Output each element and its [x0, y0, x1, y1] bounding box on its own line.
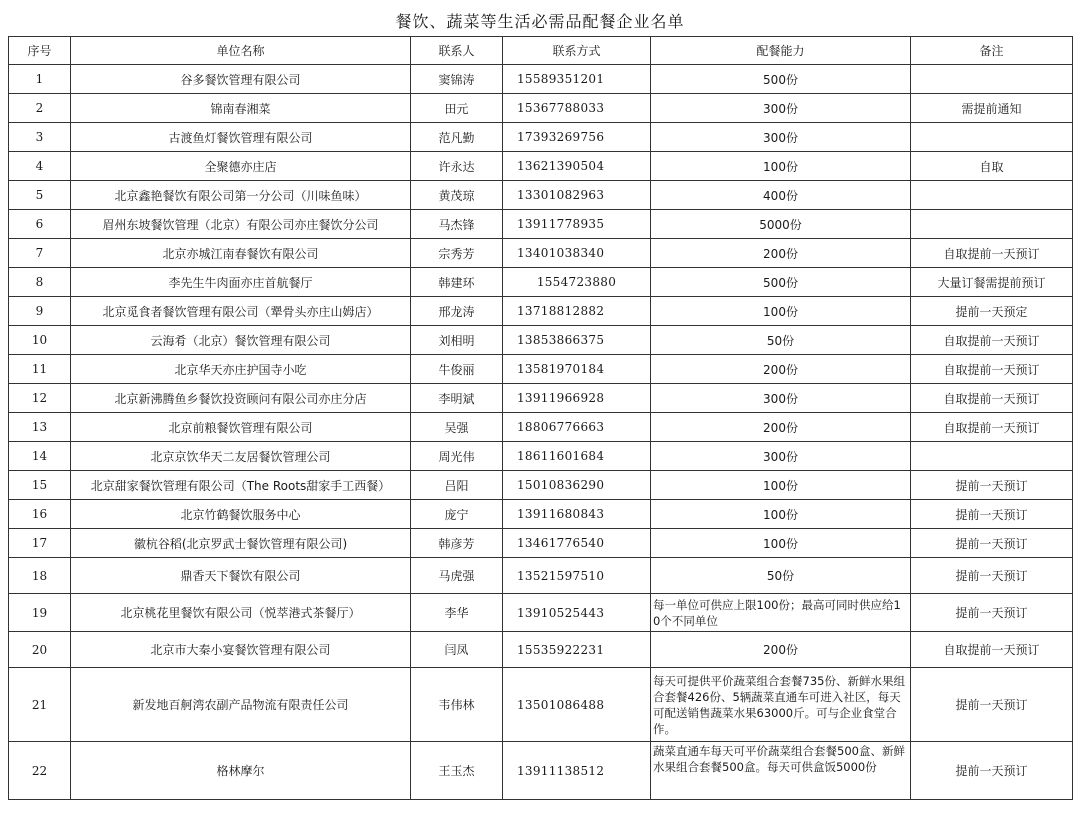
row-company-name: 北京桃花里餐饮有限公司（悦萃港式茶餐厅）	[71, 594, 411, 632]
table-row	[9, 558, 1073, 594]
row-phone: 13401038340	[503, 239, 651, 268]
row-company-name: 北京竹鹤餐饮服务中心	[71, 500, 411, 529]
row-seq: 17	[9, 529, 71, 558]
row-capacity: 300份	[651, 123, 911, 152]
row-capacity: 300份	[651, 384, 911, 413]
row-phone: 13521597510	[503, 558, 651, 594]
row-company-name: 北京华天亦庄护国寺小吃	[71, 355, 411, 384]
row-seq: 22	[9, 742, 71, 800]
header-capacity: 配餐能力	[651, 37, 911, 65]
row-seq: 14	[9, 442, 71, 471]
table-row	[9, 668, 1073, 742]
row-phone: 1554723880	[503, 268, 651, 297]
row-company-name: 北京觅食者餐饮管理有限公司（犟骨头亦庄山姆店）	[71, 297, 411, 326]
table-row	[9, 326, 1073, 355]
row-company-name: 北京京饮华天二友居餐饮管理公司	[71, 442, 411, 471]
row-company-name: 锦南春湘菜	[71, 94, 411, 123]
row-company-name: 北京亦城江南春餐饮有限公司	[71, 239, 411, 268]
row-note: 自取提前一天预订	[911, 632, 1073, 668]
table-row	[9, 181, 1073, 210]
row-contact-person: 宗秀芳	[411, 239, 503, 268]
row-note	[911, 65, 1073, 94]
table-row	[9, 239, 1073, 268]
row-note: 大量订餐需提前预订	[911, 268, 1073, 297]
page-title: 餐饮、蔬菜等生活必需品配餐企业名单	[395, 12, 685, 31]
row-phone: 13301082963	[503, 181, 651, 210]
row-seq: 15	[9, 471, 71, 500]
table-row	[9, 152, 1073, 181]
row-contact-person: 窦锦涛	[411, 65, 503, 94]
row-capacity: 100份	[651, 152, 911, 181]
row-phone: 17393269756	[503, 123, 651, 152]
row-seq: 20	[9, 632, 71, 668]
row-seq: 19	[9, 594, 71, 632]
row-phone: 13501086488	[503, 668, 651, 742]
header-contact: 联系人	[411, 37, 503, 65]
row-contact-person: 田元	[411, 94, 503, 123]
row-capacity: 400份	[651, 181, 911, 210]
table-row	[9, 594, 1073, 632]
row-seq: 3	[9, 123, 71, 152]
table-row	[9, 384, 1073, 413]
table-body	[9, 65, 1073, 800]
row-phone: 13853866375	[503, 326, 651, 355]
row-note: 提前一天预订	[911, 529, 1073, 558]
row-seq: 10	[9, 326, 71, 355]
row-contact-person: 周光伟	[411, 442, 503, 471]
row-contact-person: 吴强	[411, 413, 503, 442]
row-seq: 2	[9, 94, 71, 123]
row-contact-person: 马虎强	[411, 558, 503, 594]
row-contact-person: 李华	[411, 594, 503, 632]
row-company-name: 李先生牛肉面亦庄首航餐厅	[71, 268, 411, 297]
row-note	[911, 181, 1073, 210]
row-phone: 13581970184	[503, 355, 651, 384]
row-capacity: 200份	[651, 632, 911, 668]
row-capacity: 100份	[651, 529, 911, 558]
row-phone: 15367788033	[503, 94, 651, 123]
row-contact-person: 李明斌	[411, 384, 503, 413]
row-capacity: 每一单位可供应上限100份；最高可同时供应给10个不同单位	[651, 594, 911, 632]
row-company-name: 北京鑫艳餐饮有限公司第一分公司（川味鱼味）	[71, 181, 411, 210]
company-table	[8, 36, 1073, 800]
row-contact-person: 马杰锋	[411, 210, 503, 239]
row-note: 自取提前一天预订	[911, 355, 1073, 384]
row-contact-person: 王玉杰	[411, 742, 503, 800]
row-contact-person: 闫凤	[411, 632, 503, 668]
row-phone: 18611601684	[503, 442, 651, 471]
row-seq: 21	[9, 668, 71, 742]
row-company-name: 眉州东坡餐饮管理（北京）有限公司亦庄餐饮分公司	[71, 210, 411, 239]
row-seq: 6	[9, 210, 71, 239]
row-phone: 13911138512	[503, 742, 651, 800]
row-note: 提前一天预订	[911, 594, 1073, 632]
row-contact-person: 吕阳	[411, 471, 503, 500]
table-row	[9, 268, 1073, 297]
table-row	[9, 210, 1073, 239]
row-phone: 15010836290	[503, 471, 651, 500]
row-note: 自取提前一天预订	[911, 384, 1073, 413]
row-note: 自取提前一天预订	[911, 326, 1073, 355]
row-seq: 1	[9, 65, 71, 94]
row-phone: 15535922231	[503, 632, 651, 668]
table-header-row	[9, 37, 1073, 65]
row-note: 需提前通知	[911, 94, 1073, 123]
row-phone: 18806776663	[503, 413, 651, 442]
row-capacity: 300份	[651, 442, 911, 471]
row-phone: 13911778935	[503, 210, 651, 239]
row-seq: 16	[9, 500, 71, 529]
row-capacity: 100份	[651, 471, 911, 500]
row-phone: 13910525443	[503, 594, 651, 632]
row-capacity: 200份	[651, 355, 911, 384]
row-capacity: 50份	[651, 558, 911, 594]
table-row	[9, 500, 1073, 529]
row-phone: 13718812882	[503, 297, 651, 326]
row-company-name: 格林摩尔	[71, 742, 411, 800]
row-seq: 9	[9, 297, 71, 326]
row-note: 自取提前一天预订	[911, 239, 1073, 268]
table-row	[9, 94, 1073, 123]
row-note: 提前一天预定	[911, 297, 1073, 326]
row-company-name: 云海肴（北京）餐饮管理有限公司	[71, 326, 411, 355]
row-capacity: 100份	[651, 500, 911, 529]
row-company-name: 古渡鱼灯餐饮管理有限公司	[71, 123, 411, 152]
row-capacity: 200份	[651, 413, 911, 442]
table-row	[9, 471, 1073, 500]
header-name: 单位名称	[71, 37, 411, 65]
row-note	[911, 442, 1073, 471]
row-company-name: 北京前粮餐饮管理有限公司	[71, 413, 411, 442]
row-phone: 15589351201	[503, 65, 651, 94]
row-company-name: 新发地百舸湾农副产品物流有限责任公司	[71, 668, 411, 742]
table-row	[9, 742, 1073, 800]
row-seq: 5	[9, 181, 71, 210]
row-contact-person: 邢龙涛	[411, 297, 503, 326]
row-company-name: 鼎香天下餐饮有限公司	[71, 558, 411, 594]
row-company-name: 北京市大秦小宴餐饮管理有限公司	[71, 632, 411, 668]
row-company-name: 北京新沸腾鱼乡餐饮投资顾问有限公司亦庄分店	[71, 384, 411, 413]
row-note: 提前一天预订	[911, 742, 1073, 800]
row-note: 自取提前一天预订	[911, 413, 1073, 442]
row-capacity-text: 蔬菜直通车每天可平价蔬菜组合套餐500盒、新鲜水果组合套餐500盒。每天可供盒饭5000份	[653, 744, 905, 774]
row-company-name: 全聚德亦庄店	[71, 152, 411, 181]
table-row	[9, 442, 1073, 471]
row-capacity: 5000份	[651, 210, 911, 239]
row-phone: 13621390504	[503, 152, 651, 181]
row-note: 提前一天预订	[911, 558, 1073, 594]
row-note: 自取	[911, 152, 1073, 181]
header-note: 备注	[911, 37, 1073, 65]
row-seq: 8	[9, 268, 71, 297]
row-capacity: 50份	[651, 326, 911, 355]
row-capacity: 500份	[651, 268, 911, 297]
row-capacity: 300份	[651, 94, 911, 123]
row-contact-person: 范凡勤	[411, 123, 503, 152]
row-contact-person: 许永达	[411, 152, 503, 181]
table-row	[9, 529, 1073, 558]
row-phone: 13911680843	[503, 500, 651, 529]
row-phone: 13461776540	[503, 529, 651, 558]
row-capacity	[651, 742, 911, 800]
row-seq: 13	[9, 413, 71, 442]
row-seq: 12	[9, 384, 71, 413]
row-contact-person: 韦伟林	[411, 668, 503, 742]
row-contact-person: 韩建环	[411, 268, 503, 297]
row-seq: 4	[9, 152, 71, 181]
header-seq: 序号	[9, 37, 71, 65]
row-note: 提前一天预订	[911, 668, 1073, 742]
table-row	[9, 297, 1073, 326]
row-note	[911, 210, 1073, 239]
table-row	[9, 123, 1073, 152]
row-contact-person: 刘相明	[411, 326, 503, 355]
row-company-name: 北京甜家餐饮管理有限公司（The Roots甜家手工西餐）	[71, 471, 411, 500]
row-seq: 7	[9, 239, 71, 268]
table-row	[9, 65, 1073, 94]
row-seq: 18	[9, 558, 71, 594]
row-capacity: 200份	[651, 239, 911, 268]
row-phone: 13911966928	[503, 384, 651, 413]
table-row	[9, 413, 1073, 442]
row-note: 提前一天预订	[911, 471, 1073, 500]
row-seq: 11	[9, 355, 71, 384]
row-note	[911, 123, 1073, 152]
row-company-name: 谷多餐饮管理有限公司	[71, 65, 411, 94]
table-row	[9, 632, 1073, 668]
table-row	[9, 355, 1073, 384]
row-capacity: 500份	[651, 65, 911, 94]
row-capacity: 每天可提供平价蔬菜组合套餐735份、新鲜水果组合套餐426份、5辆蔬菜直通车可进入社区，每天可配送销售蔬菜水果63000斤。可与企业食堂合作。	[651, 668, 911, 742]
header-phone: 联系方式	[503, 37, 651, 65]
row-contact-person: 韩彦芳	[411, 529, 503, 558]
row-capacity: 100份	[651, 297, 911, 326]
row-note: 提前一天预订	[911, 500, 1073, 529]
row-contact-person: 黄茂琼	[411, 181, 503, 210]
row-contact-person: 牛俊丽	[411, 355, 503, 384]
row-contact-person: 庞宁	[411, 500, 503, 529]
row-company-name: 徽杭谷稻(北京罗武士餐饮管理有限公司)	[71, 529, 411, 558]
